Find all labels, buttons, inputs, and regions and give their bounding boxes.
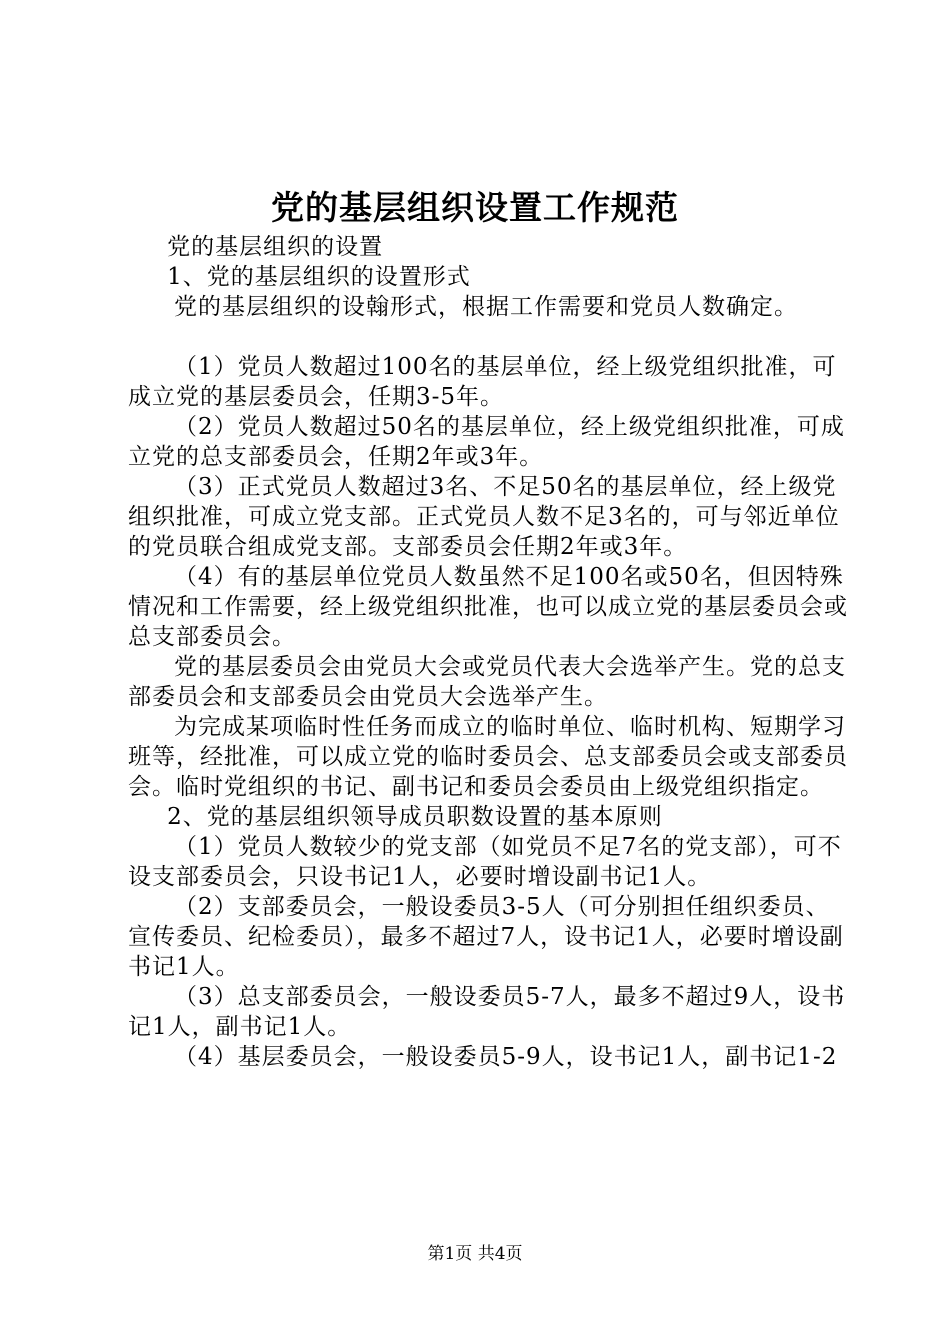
paragraph: 为完成某项临时性任务而成立的临时单位、临时机构、短期学习班等，经批准，可以成立党的临时委员会、总支部委员会或支部委员会。临时党组织的书记、副书记和委员会委员由上级党组织指定。 bbox=[128, 714, 848, 800]
paragraph: （4）基层委员会，一般设委员5-9人，设书记1人，副书记1-2 bbox=[174, 1044, 838, 1070]
paragraph: （1）党员人数较少的党支部（如党员不足7名的党支部），可不设支部委员会，只设书记1人，必要时增设副书记1人。 bbox=[128, 834, 842, 890]
paragraph-subheading-2: 2、党的基层组织领导成员职数设置的基本原则 bbox=[167, 804, 663, 830]
document-body bbox=[128, 232, 848, 1072]
paragraph-subheading-1: 1、党的基层组织的设置形式 bbox=[167, 264, 471, 290]
paragraph-section-heading: 党的基层组织的设置 bbox=[167, 234, 384, 260]
paragraph: （2）支部委员会，一般设委员3-5人（可分别担任组织委员、宣传委员、纪检委员），最多不超过7人，设书记1人，必要时增设副书记1人。 bbox=[128, 894, 844, 980]
paragraph: （3）正式党员人数超过3名、不足50名的基层单位，经上级党组织批准，可成立党支部。正式党员人数不足3名的，可与邻近单位的党员联合组成党支部。支部委员会任期2年或3年。 bbox=[128, 474, 840, 560]
paragraph: （2）党员人数超过50名的基层单位，经上级党组织批准，可成立党的总支部委员会，任期2年或3年。 bbox=[128, 414, 845, 470]
paragraph: （4）有的基层单位党员人数虽然不足100名或50名，但因特殊情况和工作需要，经上级党组织批准，也可以成立党的基层委员会或总支部委员会。 bbox=[128, 564, 848, 650]
paragraph: （3）总支部委员会，一般设委员5-7人，最多不超过9人，设书记1人，副书记1人。 bbox=[128, 984, 846, 1040]
paragraph: （1）党员人数超过100名的基层单位，经上级党组织批准，可成立党的基层委员会，任期3-5年。 bbox=[128, 354, 837, 410]
page-title: 党的基层组织设置工作规范 bbox=[271, 188, 679, 227]
page-footer: 第1页 共4页 bbox=[427, 1244, 523, 1264]
paragraph: 党的基层组织的设翰形式，根据工作需要和党员人数确定。 bbox=[174, 294, 798, 320]
paragraph: 党的基层委员会由党员大会或党员代表大会选举产生。党的总支部委员会和支部委员会由党员大会选举产生。 bbox=[128, 654, 846, 710]
